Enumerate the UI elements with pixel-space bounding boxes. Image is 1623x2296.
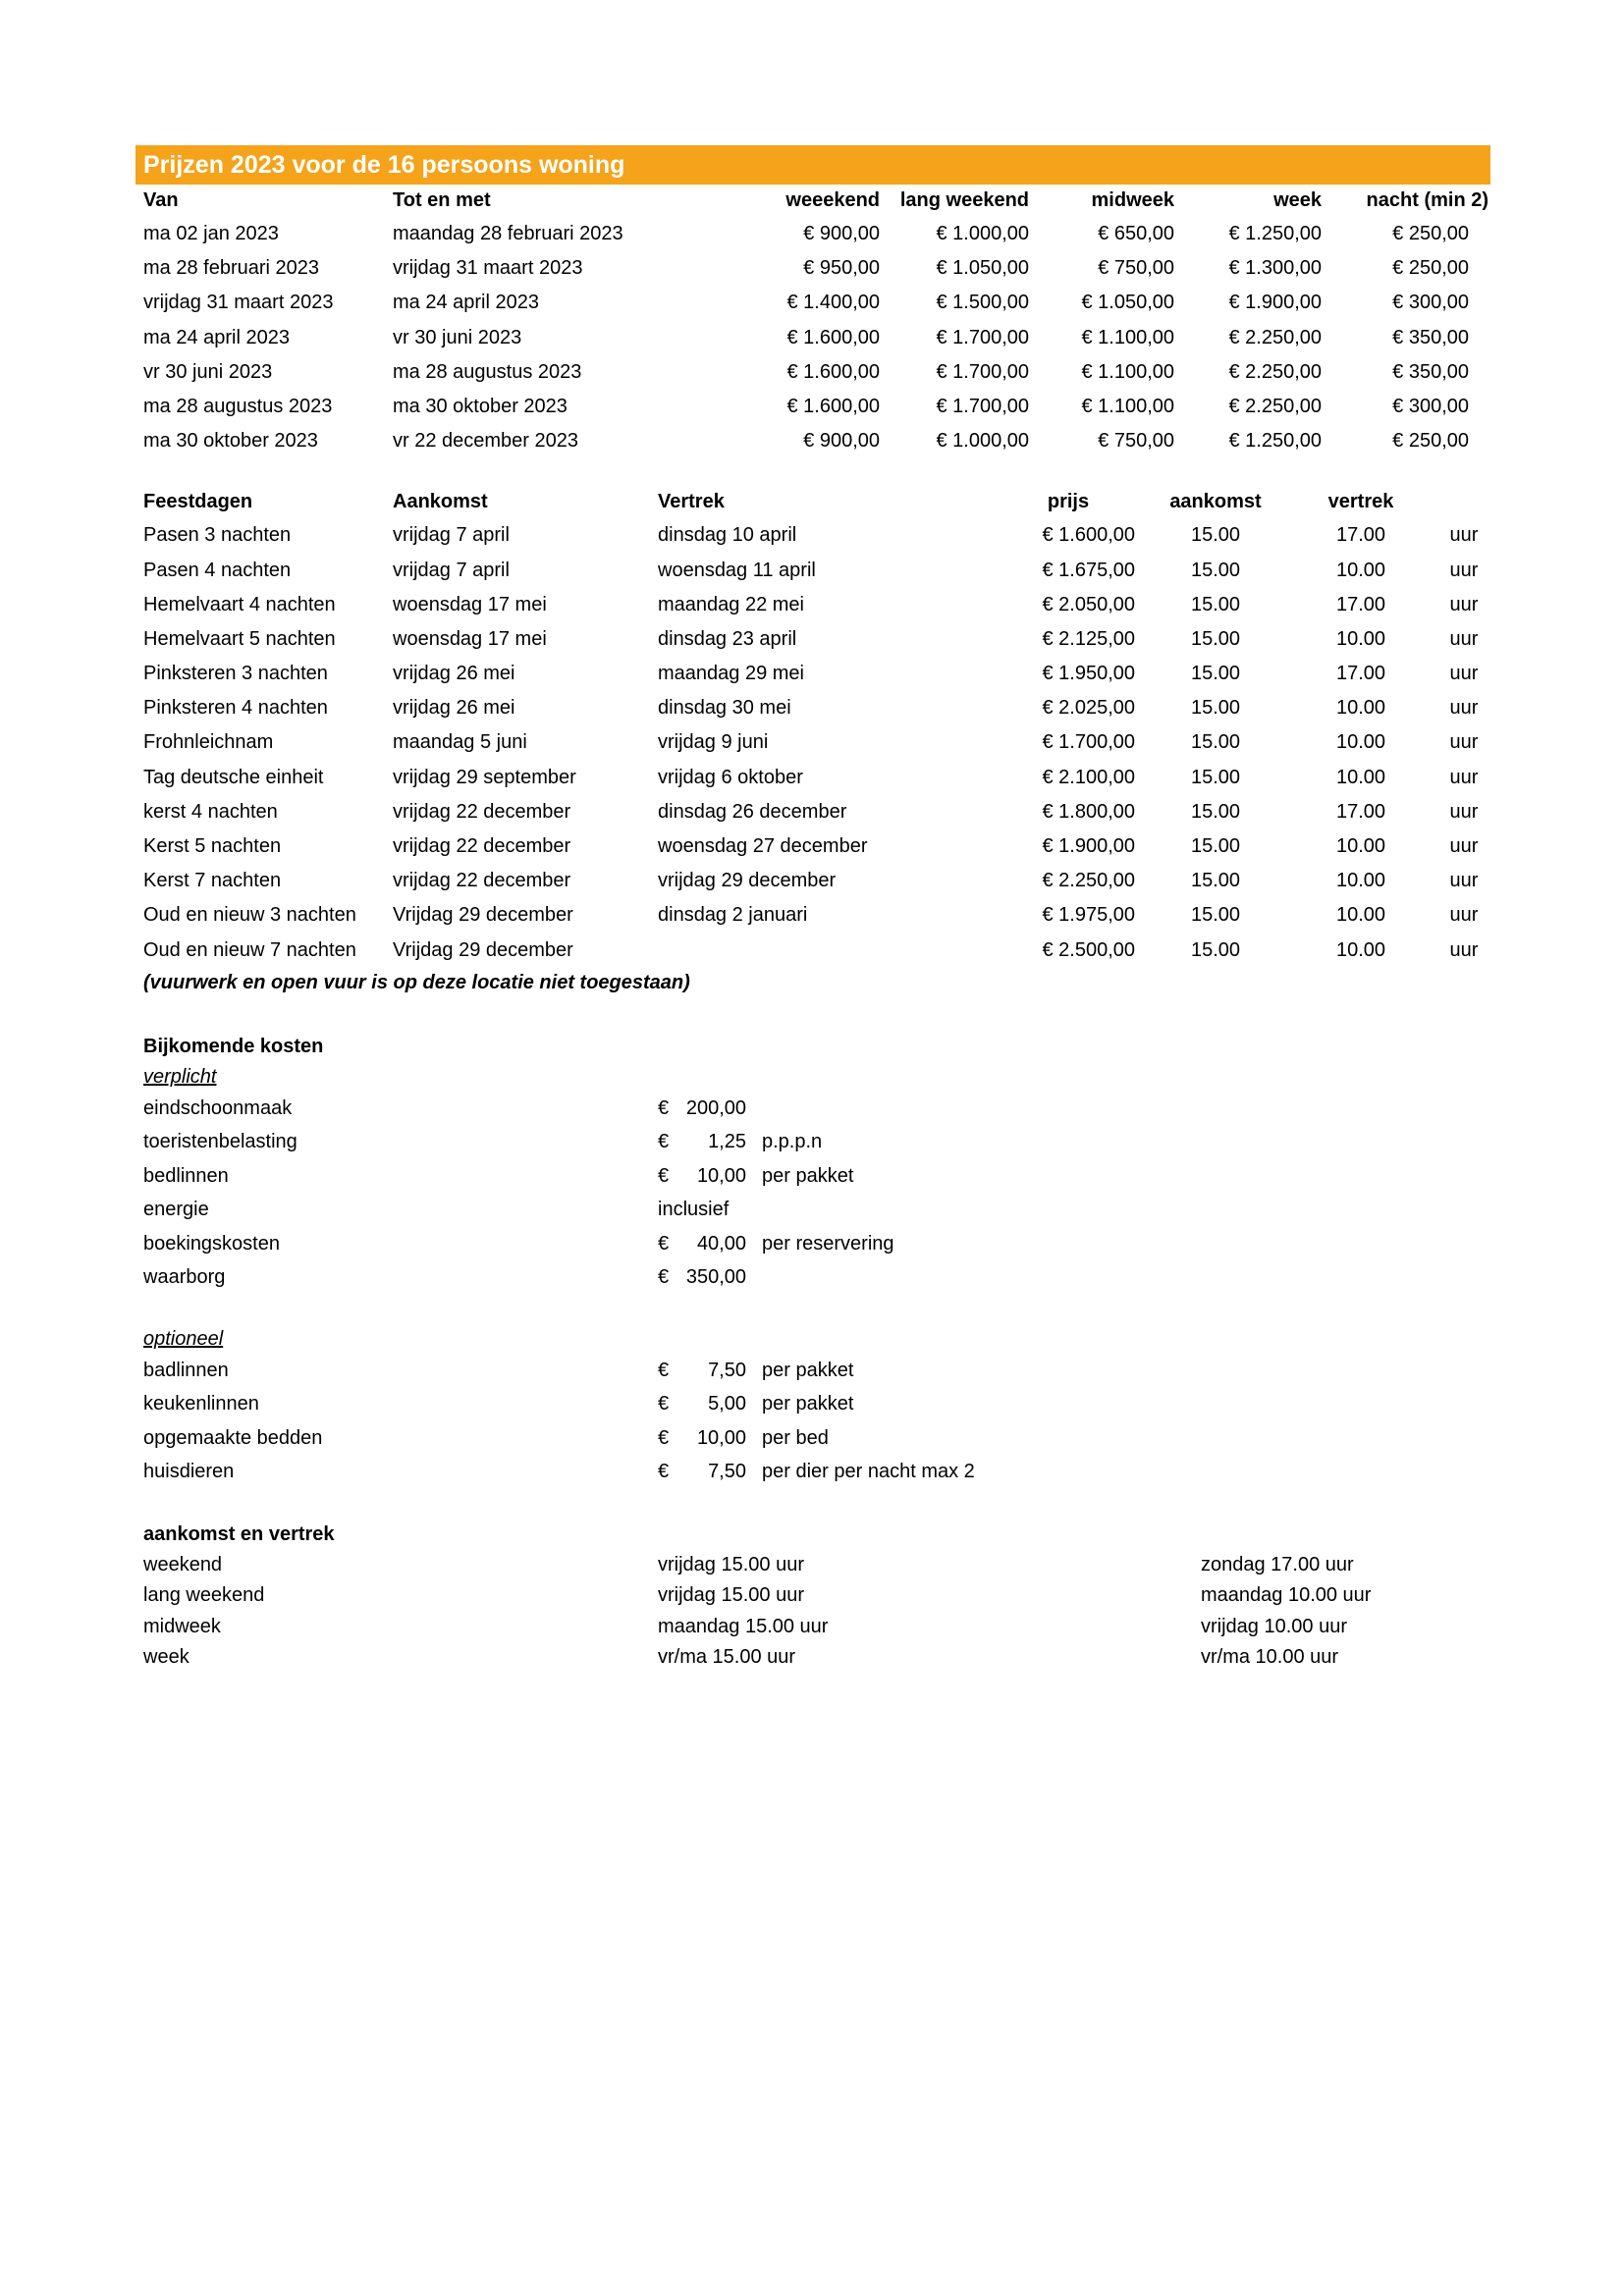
departure-time: maandag 10.00 uur xyxy=(1201,1584,1372,1607)
header-feestdagen: Feestdagen xyxy=(143,491,253,513)
table-row xyxy=(135,864,1490,898)
cost-currency: € xyxy=(658,1266,670,1289)
holiday-name: Tag deutsche einheit xyxy=(143,766,324,788)
list-item xyxy=(135,1159,1490,1194)
price-week: € 1.250,00 xyxy=(1228,430,1322,453)
header-midweek: midweek xyxy=(1091,189,1174,211)
header-van: Van xyxy=(143,189,179,211)
price-week: € 1.250,00 xyxy=(1228,223,1322,244)
holiday-unit: uur xyxy=(1449,835,1479,857)
holiday-arrival: Vrijdag 29 december xyxy=(393,938,573,961)
holiday-unit: uur xyxy=(1449,870,1479,892)
price-lang-weekend: € 1.700,00 xyxy=(936,326,1029,348)
holiday-price: € 2.125,00 xyxy=(1042,627,1135,650)
stay-type: week xyxy=(143,1646,189,1669)
list-item xyxy=(135,1387,1490,1421)
header-week: week xyxy=(1273,189,1322,211)
holiday-arrival: vrijdag 7 april xyxy=(393,559,510,581)
holiday-departure: dinsdag 2 januari xyxy=(658,904,808,927)
list-item xyxy=(135,1092,1490,1126)
price-nacht: € 250,00 xyxy=(1392,223,1469,244)
price-lang-weekend: € 1.700,00 xyxy=(936,360,1029,383)
list-item xyxy=(135,1260,1490,1295)
table-row xyxy=(135,829,1490,864)
price-nacht: € 300,00 xyxy=(1392,395,1469,417)
holiday-arrival-time: 15.00 xyxy=(1190,524,1241,547)
price-week: € 2.250,00 xyxy=(1228,395,1322,417)
price-weekend: € 1.600,00 xyxy=(786,395,880,417)
holiday-price: € 1.800,00 xyxy=(1042,800,1135,823)
period-start: vr 30 juni 2023 xyxy=(143,360,273,383)
holiday-arrival-time: 15.00 xyxy=(1190,697,1241,720)
holiday-departure-time: 10.00 xyxy=(1335,559,1386,581)
spacer xyxy=(135,1489,1490,1519)
spacer xyxy=(135,1295,1490,1324)
price-weekend: € 900,00 xyxy=(803,223,880,244)
holiday-price: € 1.900,00 xyxy=(1042,835,1135,857)
list-item xyxy=(135,1421,1490,1456)
holiday-arrival: vrijdag 22 december xyxy=(393,835,571,857)
list-item xyxy=(135,1455,1490,1489)
holiday-price: € 1.950,00 xyxy=(1042,663,1135,685)
period-end: vr 22 december 2023 xyxy=(393,430,579,453)
table-row xyxy=(135,390,1490,424)
price-week: € 1.300,00 xyxy=(1228,257,1322,280)
spacer xyxy=(135,458,1490,486)
holiday-departure-time: 10.00 xyxy=(1335,835,1386,857)
price-midweek: € 1.100,00 xyxy=(1081,326,1174,348)
fireworks-note: (vuurwerk en open vuur is op deze locatie niet toegestaan) xyxy=(143,971,690,993)
price-lang-weekend: € 1.500,00 xyxy=(936,292,1029,314)
holiday-departure-time: 17.00 xyxy=(1335,524,1386,547)
holiday-departure-time: 10.00 xyxy=(1335,731,1386,754)
holiday-price: € 2.100,00 xyxy=(1042,766,1135,788)
price-midweek: € 1.100,00 xyxy=(1081,360,1174,383)
cost-currency: € xyxy=(658,1461,670,1483)
price-weekend: € 1.400,00 xyxy=(786,292,880,314)
price-nacht: € 250,00 xyxy=(1392,257,1469,280)
period-start: ma 24 april 2023 xyxy=(143,326,290,348)
holiday-arrival: vrijdag 7 april xyxy=(393,524,510,547)
holiday-name: Kerst 5 nachten xyxy=(143,835,282,857)
holiday-arrival: vrijdag 29 september xyxy=(393,766,576,788)
holiday-name: Kerst 7 nachten xyxy=(143,870,282,892)
header-vertrek: Vertrek xyxy=(658,491,725,513)
cost-label: bedlinnen xyxy=(143,1164,229,1187)
holiday-arrival-time: 15.00 xyxy=(1190,766,1241,788)
cost-label: opgemaakte bedden xyxy=(143,1426,323,1449)
holiday-unit: uur xyxy=(1449,524,1479,547)
header-aankomst-tijd: aankomst xyxy=(1169,491,1262,513)
holiday-arrival-time: 15.00 xyxy=(1190,731,1241,754)
holiday-departure-time: 17.00 xyxy=(1335,663,1386,685)
cost-label: toeristenbelasting xyxy=(143,1131,298,1153)
holiday-unit: uur xyxy=(1449,627,1479,650)
holiday-departure: woensdag 11 april xyxy=(658,559,816,581)
holiday-arrival: Vrijdag 29 december xyxy=(393,904,573,927)
price-nacht: € 300,00 xyxy=(1392,292,1469,314)
price-nacht: € 250,00 xyxy=(1392,430,1469,453)
price-nacht: € 350,00 xyxy=(1392,326,1469,348)
period-end: ma 24 april 2023 xyxy=(393,292,539,314)
page-title: Prijzen 2023 voor de 16 persoons woning xyxy=(135,145,1490,185)
price-weekend: € 900,00 xyxy=(803,430,880,453)
cost-amount: 200,00 xyxy=(685,1096,746,1119)
cost-unit: p.p.p.n xyxy=(762,1131,823,1153)
holiday-unit: uur xyxy=(1449,731,1479,754)
holiday-name: Oud en nieuw 3 nachten xyxy=(143,904,356,927)
period-start: ma 28 februari 2023 xyxy=(143,257,320,280)
holiday-departure: vrijdag 9 juni xyxy=(658,731,769,754)
cost-unit: per dier per nacht max 2 xyxy=(762,1461,975,1483)
arrival-time: vrijdag 15.00 uur xyxy=(658,1553,804,1575)
period-start: vrijdag 31 maart 2023 xyxy=(143,292,334,314)
cost-amount: 5,00 xyxy=(708,1393,746,1415)
holiday-price: € 2.500,00 xyxy=(1042,938,1135,961)
price-table xyxy=(135,185,1490,458)
holiday-name: Pasen 4 nachten xyxy=(143,559,292,581)
header-prijs: prijs xyxy=(1047,491,1090,513)
price-midweek: € 750,00 xyxy=(1098,257,1174,280)
list-item xyxy=(135,1125,1490,1159)
holiday-unit: uur xyxy=(1449,559,1479,581)
cost-label: badlinnen xyxy=(143,1359,229,1381)
holiday-unit: uur xyxy=(1449,800,1479,823)
stay-type: weekend xyxy=(143,1553,223,1575)
holiday-departure-time: 10.00 xyxy=(1335,766,1386,788)
price-week: € 1.900,00 xyxy=(1228,292,1322,314)
cost-unit: per bed xyxy=(762,1426,829,1449)
table-row xyxy=(135,321,1490,355)
header-vertrek-tijd: vertrek xyxy=(1327,491,1394,513)
holiday-departure-time: 10.00 xyxy=(1335,627,1386,650)
header-aankomst: Aankomst xyxy=(393,491,488,513)
cost-currency: € xyxy=(658,1393,670,1415)
header-nacht: nacht (min 2) xyxy=(1366,189,1488,211)
holiday-name: Pinksteren 3 nachten xyxy=(143,663,328,685)
table-row xyxy=(135,761,1490,795)
cost-currency: € xyxy=(658,1096,670,1119)
cost-amount: 1,25 xyxy=(708,1131,746,1153)
table-row xyxy=(135,424,1490,458)
arrival-time: maandag 15.00 uur xyxy=(658,1615,829,1637)
holiday-departure-time: 10.00 xyxy=(1335,938,1386,961)
spacer xyxy=(135,997,1490,1031)
mandatory-label: verplicht xyxy=(143,1065,217,1088)
price-weekend: € 1.600,00 xyxy=(786,360,880,383)
price-midweek: € 1.100,00 xyxy=(1081,395,1174,417)
holiday-departure: dinsdag 10 april xyxy=(658,524,797,547)
holiday-arrival-time: 15.00 xyxy=(1190,559,1241,581)
cost-unit: per pakket xyxy=(762,1164,854,1187)
table-row xyxy=(135,251,1490,286)
price-lang-weekend: € 1.000,00 xyxy=(936,430,1029,453)
price-lang-weekend: € 1.000,00 xyxy=(936,223,1029,244)
holiday-unit: uur xyxy=(1449,663,1479,685)
cost-amount: 350,00 xyxy=(685,1266,746,1289)
cost-currency: € xyxy=(658,1232,670,1255)
period-start: ma 30 oktober 2023 xyxy=(143,430,318,453)
optional-label: optioneel xyxy=(143,1327,224,1350)
holiday-price: € 2.250,00 xyxy=(1042,870,1135,892)
holiday-name: Pinksteren 4 nachten xyxy=(143,697,328,720)
holiday-arrival-time: 15.00 xyxy=(1190,800,1241,823)
holiday-unit: uur xyxy=(1449,766,1479,788)
holiday-departure: maandag 22 mei xyxy=(658,593,804,615)
cost-amount: 10,00 xyxy=(696,1164,746,1187)
period-start: ma 28 augustus 2023 xyxy=(143,395,333,417)
table-row xyxy=(135,518,1490,553)
period-end: vrijdag 31 maart 2023 xyxy=(393,257,583,280)
price-midweek: € 1.050,00 xyxy=(1081,292,1174,314)
price-nacht: € 350,00 xyxy=(1392,360,1469,383)
holiday-departure: dinsdag 23 april xyxy=(658,627,797,650)
arrival-departure xyxy=(135,1519,1490,1674)
holiday-arrival-time: 15.00 xyxy=(1190,627,1241,650)
cost-unit: per pakket xyxy=(762,1393,854,1415)
extra-costs-title: Bijkomende kosten xyxy=(143,1035,324,1057)
holiday-arrival: woensdag 17 mei xyxy=(393,593,547,615)
holiday-arrival: vrijdag 22 december xyxy=(393,870,571,892)
list-item xyxy=(135,1354,1490,1388)
holiday-departure: dinsdag 26 december xyxy=(658,800,847,823)
cost-currency: € xyxy=(658,1131,670,1153)
holiday-arrival-time: 15.00 xyxy=(1190,904,1241,927)
price-week: € 2.250,00 xyxy=(1228,326,1322,348)
price-sheet xyxy=(135,145,1490,1674)
stay-type: lang weekend xyxy=(143,1584,265,1607)
holiday-name: Oud en nieuw 7 nachten xyxy=(143,938,356,961)
cost-label: huisdieren xyxy=(143,1461,235,1483)
cost-label: waarborg xyxy=(143,1266,226,1289)
holiday-departure: woensdag 27 december xyxy=(658,835,868,857)
departure-time: vr/ma 10.00 uur xyxy=(1201,1646,1339,1669)
holiday-unit: uur xyxy=(1449,904,1479,927)
period-end: ma 30 oktober 2023 xyxy=(393,395,568,417)
cost-amount: 40,00 xyxy=(696,1232,746,1255)
holiday-arrival-time: 15.00 xyxy=(1190,663,1241,685)
holiday-price: € 1.975,00 xyxy=(1042,904,1135,927)
header-lang-weekend: lang weekend xyxy=(899,189,1029,211)
holiday-name: Frohnleichnam xyxy=(143,731,274,754)
price-lang-weekend: € 1.050,00 xyxy=(936,257,1029,280)
holiday-arrival: maandag 5 juni xyxy=(393,731,527,754)
cost-amount: 10,00 xyxy=(696,1426,746,1449)
cost-label: boekingskosten xyxy=(143,1232,280,1255)
holiday-price: € 1.700,00 xyxy=(1042,731,1135,754)
holiday-name: Pasen 3 nachten xyxy=(143,524,292,547)
table-row xyxy=(135,691,1490,725)
holiday-name: Hemelvaart 4 nachten xyxy=(143,593,336,615)
price-midweek: € 750,00 xyxy=(1098,430,1174,453)
arrival-departure-title: aankomst en vertrek xyxy=(143,1522,335,1545)
holiday-arrival: vrijdag 22 december xyxy=(393,800,571,823)
list-item xyxy=(135,1642,1490,1674)
holiday-departure: vrijdag 29 december xyxy=(658,870,837,892)
departure-time: zondag 17.00 uur xyxy=(1201,1553,1354,1575)
period-start: ma 02 jan 2023 xyxy=(143,223,279,244)
table-row xyxy=(135,622,1490,657)
holiday-unit: uur xyxy=(1449,938,1479,961)
table-row xyxy=(135,934,1490,968)
price-lang-weekend: € 1.700,00 xyxy=(936,395,1029,417)
holiday-departure-time: 10.00 xyxy=(1335,870,1386,892)
cost-amount: inclusief xyxy=(658,1199,730,1221)
cost-amount: 7,50 xyxy=(708,1461,746,1483)
price-week: € 2.250,00 xyxy=(1228,360,1322,383)
table-row xyxy=(135,554,1490,588)
cost-currency: € xyxy=(658,1359,670,1381)
extra-costs xyxy=(135,1031,1490,1489)
price-midweek: € 650,00 xyxy=(1098,223,1174,244)
cost-label: energie xyxy=(143,1199,209,1221)
cost-label: eindschoonmaak xyxy=(143,1096,293,1119)
holiday-price: € 2.050,00 xyxy=(1042,593,1135,615)
holiday-arrival: woensdag 17 mei xyxy=(393,627,547,650)
departure-time: vrijdag 10.00 uur xyxy=(1201,1615,1347,1637)
cost-label: keukenlinnen xyxy=(143,1393,259,1415)
holiday-unit: uur xyxy=(1449,697,1479,720)
holiday-arrival-time: 15.00 xyxy=(1190,593,1241,615)
table-row xyxy=(135,217,1490,251)
holiday-arrival-time: 15.00 xyxy=(1190,870,1241,892)
holiday-departure: vrijdag 6 oktober xyxy=(658,766,803,788)
holiday-departure-time: 17.00 xyxy=(1335,593,1386,615)
header-tot-en-met: Tot en met xyxy=(393,189,491,211)
holiday-unit: uur xyxy=(1449,593,1479,615)
table-row xyxy=(135,725,1490,760)
list-item xyxy=(135,1612,1490,1643)
table-row xyxy=(135,657,1490,691)
holiday-departure: dinsdag 30 mei xyxy=(658,697,791,720)
price-weekend: € 950,00 xyxy=(803,257,880,280)
holiday-table-header xyxy=(135,486,1490,518)
table-row xyxy=(135,286,1490,320)
arrival-time: vrijdag 15.00 uur xyxy=(658,1584,804,1607)
list-item xyxy=(135,1580,1490,1612)
table-row xyxy=(135,795,1490,829)
table-row xyxy=(135,355,1490,390)
holiday-departure-time: 17.00 xyxy=(1335,800,1386,823)
period-end: vr 30 juni 2023 xyxy=(393,326,522,348)
cost-amount: 7,50 xyxy=(708,1359,746,1381)
price-weekend: € 1.600,00 xyxy=(786,326,880,348)
period-end: maandag 28 februari 2023 xyxy=(393,223,623,244)
list-item xyxy=(135,1193,1490,1227)
table-row xyxy=(135,898,1490,933)
table-row xyxy=(135,588,1490,622)
holiday-arrival: vrijdag 26 mei xyxy=(393,663,515,685)
cost-currency: € xyxy=(658,1426,670,1449)
holiday-departure: maandag 29 mei xyxy=(658,663,804,685)
holiday-arrival-time: 15.00 xyxy=(1190,938,1241,961)
list-item xyxy=(135,1550,1490,1581)
holiday-arrival: vrijdag 26 mei xyxy=(393,697,515,720)
price-table-header xyxy=(135,185,1490,217)
holiday-table xyxy=(135,486,1490,996)
holiday-arrival-time: 15.00 xyxy=(1190,835,1241,857)
holiday-name: Hemelvaart 5 nachten xyxy=(143,627,336,650)
header-weekend: weeekend xyxy=(785,189,880,211)
holiday-price: € 2.025,00 xyxy=(1042,697,1135,720)
holiday-departure-time: 10.00 xyxy=(1335,904,1386,927)
period-end: ma 28 augustus 2023 xyxy=(393,360,582,383)
stay-type: midweek xyxy=(143,1615,221,1637)
holiday-price: € 1.675,00 xyxy=(1042,559,1135,581)
cost-currency: € xyxy=(658,1164,670,1187)
cost-unit: per reservering xyxy=(762,1232,894,1255)
arrival-time: vr/ma 15.00 uur xyxy=(658,1646,796,1669)
holiday-name: kerst 4 nachten xyxy=(143,800,278,823)
holiday-departure-time: 10.00 xyxy=(1335,697,1386,720)
list-item xyxy=(135,1227,1490,1261)
cost-unit: per pakket xyxy=(762,1359,854,1381)
holiday-price: € 1.600,00 xyxy=(1042,524,1135,547)
